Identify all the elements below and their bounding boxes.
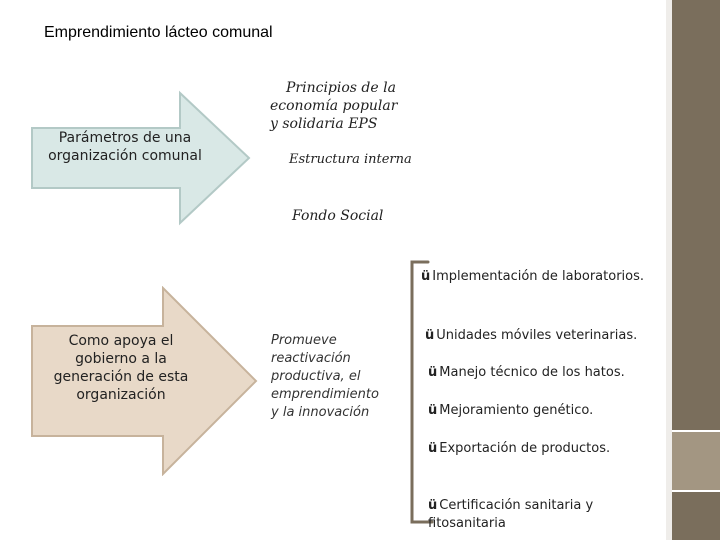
check-item-laboratorios <box>421 268 644 286</box>
checkmark-icon: ü <box>428 441 438 456</box>
sidebar-divider <box>672 490 720 492</box>
bracket-shape <box>398 256 438 528</box>
promueve-line: productiva, el <box>271 369 361 384</box>
checkmark-icon: ü <box>428 498 438 513</box>
promueve-line: reactivación <box>271 351 351 366</box>
arrow-label-line: Como apoya el <box>68 333 174 349</box>
check-item-exportacion <box>428 440 610 458</box>
check-item-text: Manejo técnico de los hatos. <box>439 365 625 380</box>
check-item-manejo <box>428 364 625 382</box>
check-item-mejoramiento <box>428 402 593 420</box>
promueve-line: emprendimiento <box>271 387 379 402</box>
check-item-certificacion <box>428 497 593 533</box>
arrow-label-line: gobierno a la <box>75 351 167 367</box>
principles-line: Principios de la <box>286 80 396 96</box>
sidebar-divider <box>672 430 720 432</box>
check-item-text: Unidades móviles veterinarias. <box>436 328 638 343</box>
principles-line: y solidaria EPS <box>270 116 378 132</box>
principles-line: economía popular <box>270 98 398 114</box>
arrow-label-line: organización comunal <box>48 148 202 164</box>
check-item-text: Certificación sanitaria y <box>439 498 594 513</box>
arrow-label-line: organización <box>76 387 166 403</box>
checkmark-icon: ü <box>428 403 438 418</box>
check-item-text: Exportación de productos. <box>439 441 611 456</box>
arrow-label-line: Parámetros de una <box>58 130 192 146</box>
check-item-unidades <box>425 327 637 345</box>
check-item-text: fitosanitaria <box>428 516 506 531</box>
page-title: Emprendimiento lácteo comunal <box>44 24 273 41</box>
sidebar-block-mid <box>672 432 720 490</box>
check-item-text: Implementación de laboratorios. <box>432 269 645 284</box>
check-item-text: Mejoramiento genético. <box>439 403 594 418</box>
promueve-text <box>271 332 391 422</box>
arrow-label-parametros <box>32 129 218 165</box>
checkmark-icon: ü <box>425 328 435 343</box>
estructura-interna-text: Estructura interna <box>289 152 412 167</box>
principles-text <box>270 79 440 133</box>
checkmark-icon: ü <box>428 365 438 380</box>
checkmark-icon: ü <box>421 269 431 284</box>
promueve-line: Promueve <box>271 333 337 348</box>
arrow-label-apoyo <box>32 332 210 404</box>
fondo-social-text: Fondo Social <box>292 208 384 224</box>
promueve-line: y la innovación <box>271 405 370 420</box>
arrow-label-line: generación de esta <box>53 369 189 385</box>
